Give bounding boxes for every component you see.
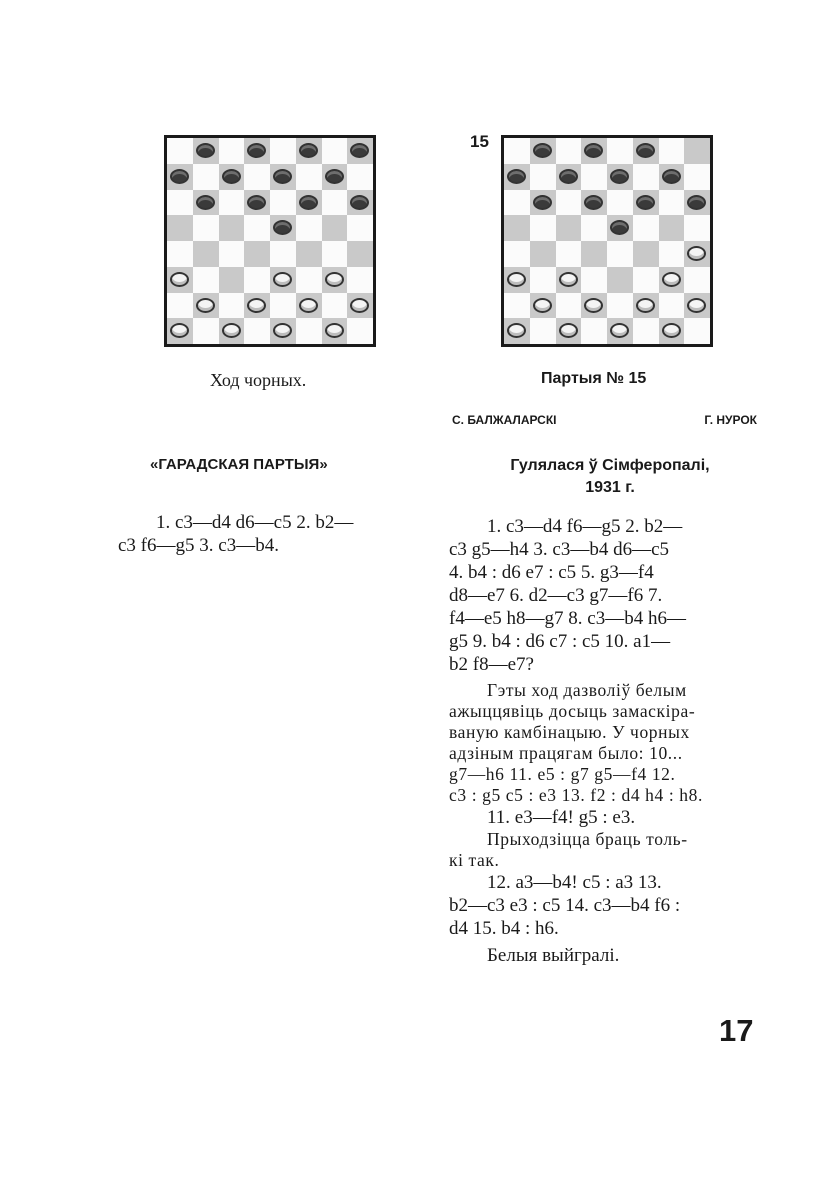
move-line: 4. b4 : d6 e7 : c5 5. g3—f4: [449, 562, 654, 583]
board-square: [581, 293, 607, 319]
move-line: b2—c3 e3 : c5 14. c3—b4 f6 :: [449, 895, 681, 916]
white-checker: [662, 323, 681, 338]
board-square: [633, 241, 659, 267]
board-square: [270, 138, 296, 164]
board-square: [581, 241, 607, 267]
white-checker: [222, 323, 241, 338]
white-checker: [299, 298, 318, 313]
board-square: [530, 190, 556, 216]
move-line: 12. a3—b4! c5 : a3 13.: [487, 872, 662, 893]
board-square: [296, 267, 322, 293]
black-checker: [610, 220, 629, 235]
diagram-right-board: [501, 135, 713, 347]
board-square: [633, 164, 659, 190]
board-square: [270, 215, 296, 241]
board-square: [296, 241, 322, 267]
board-square: [530, 164, 556, 190]
black-checker: [247, 195, 266, 210]
board-square: [684, 190, 710, 216]
black-checker: [299, 143, 318, 158]
board-square: [219, 293, 245, 319]
board-square: [659, 138, 685, 164]
white-checker: [636, 298, 655, 313]
text-line: 1. c3—d4 d6—c5 2. b2—: [156, 512, 354, 533]
board-square: [504, 318, 530, 344]
board-square: [633, 215, 659, 241]
board-square: [530, 318, 556, 344]
board-square: [167, 293, 193, 319]
heading-right: [470, 455, 750, 499]
board-square: [556, 318, 582, 344]
move-line: 1. c3—d4 f6—g5 2. b2—: [487, 516, 683, 537]
black-checker: [325, 169, 344, 184]
white-checker: [325, 272, 344, 287]
board-square: [607, 164, 633, 190]
board-square: [167, 215, 193, 241]
board-square: [556, 138, 582, 164]
white-checker: [247, 298, 266, 313]
black-checker: [687, 195, 706, 210]
note-line: g7—h6 11. e5 : g7 g5—f4 12.: [449, 764, 676, 784]
board-square: [322, 215, 348, 241]
black-checker: [196, 195, 215, 210]
board-square: [322, 293, 348, 319]
board-square: [322, 267, 348, 293]
board-square: [659, 190, 685, 216]
board-square: [504, 164, 530, 190]
board-square: [219, 215, 245, 241]
note-line: ваную камбінацыю. У чорных: [449, 722, 690, 742]
board-square: [296, 164, 322, 190]
board-square: [244, 241, 270, 267]
board-square: [684, 318, 710, 344]
board-square: [556, 241, 582, 267]
board-square: [167, 241, 193, 267]
board-square: [167, 138, 193, 164]
white-checker: [507, 323, 526, 338]
black-checker: [350, 195, 369, 210]
note-line: Гэты ход дазволіў белым: [487, 680, 687, 700]
board-square: [607, 138, 633, 164]
white-checker: [584, 298, 603, 313]
page-number: 17: [719, 1013, 754, 1048]
board-square: [556, 190, 582, 216]
board-square: [193, 190, 219, 216]
white-checker: [687, 246, 706, 261]
board-square: [193, 164, 219, 190]
board-square: [347, 190, 373, 216]
board-square: [219, 241, 245, 267]
board-square: [219, 138, 245, 164]
left-moves: [118, 511, 421, 557]
board-square: [270, 267, 296, 293]
player-white: С. БАЛЖАЛАРСКІ: [452, 413, 557, 427]
board-square: [633, 293, 659, 319]
text-line: c3 f6—g5 3. c3—b4.: [118, 535, 279, 556]
black-checker: [273, 220, 292, 235]
board-square: [347, 267, 373, 293]
black-checker: [636, 195, 655, 210]
black-checker: [610, 169, 629, 184]
board-square: [193, 241, 219, 267]
board-square: [581, 138, 607, 164]
white-checker: [350, 298, 369, 313]
board-square: [684, 241, 710, 267]
black-checker: [662, 169, 681, 184]
white-checker: [325, 323, 344, 338]
board-square: [193, 215, 219, 241]
move-line: g5 9. b4 : d6 c7 : c5 10. a1—: [449, 631, 671, 652]
board-square: [322, 138, 348, 164]
black-checker: [533, 143, 552, 158]
board-square: [684, 267, 710, 293]
board-square: [193, 267, 219, 293]
board-square: [270, 164, 296, 190]
board-square: [347, 293, 373, 319]
board-square: [530, 241, 556, 267]
player-black: Г. НУРОК: [704, 413, 757, 427]
white-checker: [559, 323, 578, 338]
black-checker: [222, 169, 241, 184]
board-square: [659, 241, 685, 267]
board-square: [633, 267, 659, 293]
board-square: [244, 293, 270, 319]
black-checker: [350, 143, 369, 158]
commentary-1: [449, 680, 758, 806]
board-square: [167, 318, 193, 344]
commentary-2: [449, 829, 758, 871]
black-checker: [247, 143, 266, 158]
board-square: [219, 164, 245, 190]
result: Белыя выйгралі.: [487, 945, 620, 966]
board-square: [556, 293, 582, 319]
note-line: ажыццявіць досыць замаскіра-: [449, 701, 696, 721]
note-line: кі так.: [449, 850, 500, 870]
board-square: [684, 138, 710, 164]
board-square: [659, 318, 685, 344]
board-square: [219, 190, 245, 216]
move-line: d8—e7 6. d2—c3 g7—f6 7.: [449, 585, 663, 606]
black-checker: [299, 195, 318, 210]
board-square: [347, 215, 373, 241]
board-square: [244, 138, 270, 164]
note-line: Прыходзіцца браць толь-: [487, 829, 688, 849]
black-checker: [196, 143, 215, 158]
white-checker: [170, 272, 189, 287]
board-square: [322, 164, 348, 190]
white-checker: [273, 323, 292, 338]
board-square: [581, 190, 607, 216]
board-square: [296, 138, 322, 164]
move-line: c3 g5—h4 3. c3—b4 d6—c5: [449, 539, 670, 560]
board-square: [167, 190, 193, 216]
board-square: [322, 241, 348, 267]
move-line: b2 f8—e7?: [449, 654, 534, 675]
board-square: [167, 267, 193, 293]
note-line: адзіным працягам было: 10...: [449, 743, 683, 763]
black-checker: [533, 195, 552, 210]
board-square: [322, 190, 348, 216]
board-square: [504, 293, 530, 319]
board-square: [530, 215, 556, 241]
board-square: [193, 318, 219, 344]
board-square: [270, 190, 296, 216]
move-11: 11. e3—f4! g5 : e3.: [487, 807, 636, 828]
board-square: [607, 267, 633, 293]
black-checker: [507, 169, 526, 184]
board-square: [244, 164, 270, 190]
board-square: [504, 267, 530, 293]
white-checker: [533, 298, 552, 313]
board-square: [504, 138, 530, 164]
board-square: [193, 293, 219, 319]
board-square: [607, 215, 633, 241]
board-square: [530, 138, 556, 164]
board-square: [270, 241, 296, 267]
board-square: [659, 215, 685, 241]
board-square: [504, 190, 530, 216]
diagram-left-board: [164, 135, 376, 347]
board-square: [659, 164, 685, 190]
board-square: [504, 215, 530, 241]
move-line: f4—e5 h8—g7 8. c3—b4 h6—: [449, 608, 686, 629]
black-checker: [273, 169, 292, 184]
game-title: Партыя № 15: [541, 370, 647, 387]
board-square: [607, 190, 633, 216]
board-square: [556, 215, 582, 241]
heading-right-line-2: 1931 г.: [585, 479, 635, 496]
board-square: [530, 293, 556, 319]
board-square: [347, 241, 373, 267]
board-square: [296, 318, 322, 344]
heading-left: «ГАРАДСКАЯ ПАРТЫЯ»: [150, 456, 328, 473]
board-square: [607, 293, 633, 319]
board-square: [633, 138, 659, 164]
board-square: [684, 293, 710, 319]
board-square: [296, 293, 322, 319]
black-checker: [559, 169, 578, 184]
board-square: [244, 190, 270, 216]
board-square: [633, 318, 659, 344]
diagram-number: 15: [470, 132, 489, 151]
board-square: [581, 215, 607, 241]
board-square: [581, 318, 607, 344]
board-square: [347, 318, 373, 344]
board-square: [581, 164, 607, 190]
board-square: [556, 267, 582, 293]
board-square: [556, 164, 582, 190]
board-square: [296, 215, 322, 241]
board-square: [296, 190, 322, 216]
board-square: [270, 318, 296, 344]
board-square: [607, 318, 633, 344]
black-checker: [170, 169, 189, 184]
white-checker: [507, 272, 526, 287]
board-square: [270, 293, 296, 319]
board-square: [167, 164, 193, 190]
white-checker: [559, 272, 578, 287]
white-checker: [610, 323, 629, 338]
board-square: [244, 215, 270, 241]
players: [452, 413, 757, 427]
white-checker: [273, 272, 292, 287]
black-checker: [584, 195, 603, 210]
board-square: [530, 267, 556, 293]
board-square: [193, 138, 219, 164]
white-checker: [170, 323, 189, 338]
board-square: [684, 215, 710, 241]
note-line: c3 : g5 c5 : e3 13. f2 : d4 h4 : h8.: [449, 785, 703, 805]
board-square: [219, 318, 245, 344]
board-square: [347, 164, 373, 190]
right-text: [449, 515, 758, 967]
board-square: [244, 318, 270, 344]
board-square: [322, 318, 348, 344]
board-square: [607, 241, 633, 267]
board-square: [347, 138, 373, 164]
board-square: [659, 293, 685, 319]
board-square: [244, 267, 270, 293]
board-square: [633, 190, 659, 216]
board-square: [219, 267, 245, 293]
caption-left: Ход чорных.: [210, 370, 307, 390]
white-checker: [687, 298, 706, 313]
heading-right-line-1: Гулялася ў Сімферопалі,: [510, 457, 710, 474]
white-checker: [662, 272, 681, 287]
white-checker: [196, 298, 215, 313]
move-line: d4 15. b4 : h6.: [449, 918, 559, 939]
board-square: [659, 267, 685, 293]
board-square: [684, 164, 710, 190]
black-checker: [636, 143, 655, 158]
board-square: [581, 267, 607, 293]
board-square: [504, 241, 530, 267]
black-checker: [584, 143, 603, 158]
